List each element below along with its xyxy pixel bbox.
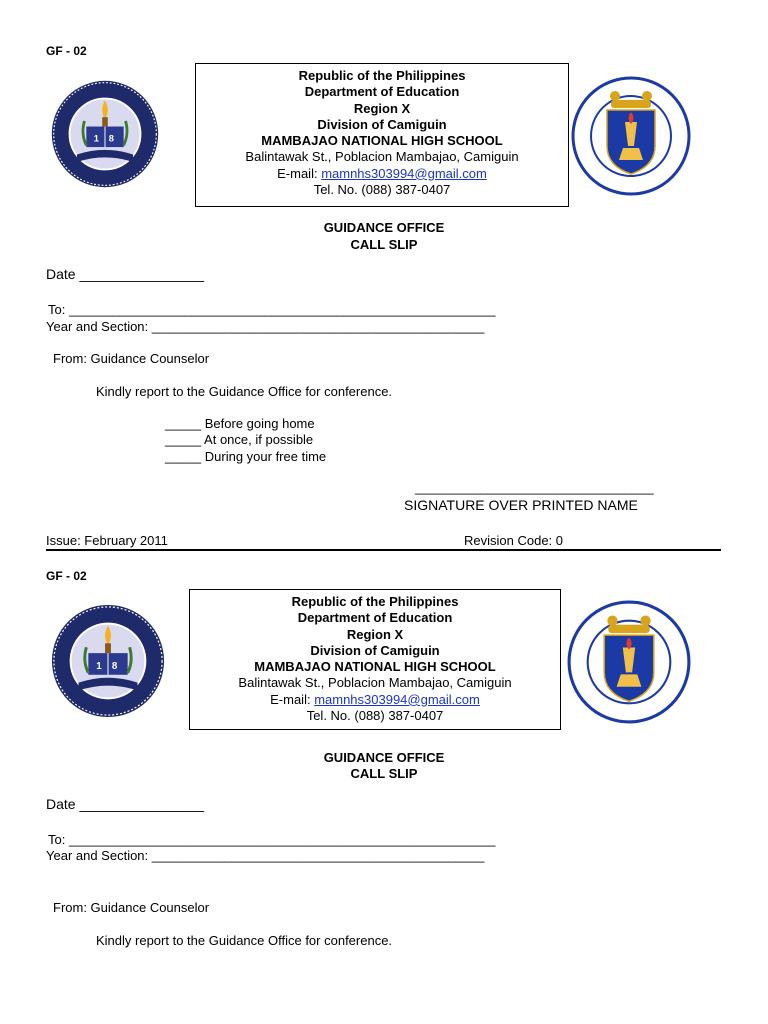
year-section-field: Year and Section: ______________________________________________ — [46, 848, 485, 863]
divider-rule — [46, 549, 721, 551]
school-seal-logo — [49, 78, 161, 190]
school-header-box — [195, 63, 569, 207]
header-address: Balintawak St., Poblacion Mambajao, Camiguin — [238, 675, 512, 691]
from-line: From: Guidance Counselor — [53, 900, 210, 915]
header-department: Department of Education — [304, 84, 460, 100]
header-school-name: MAMBAJAO NATIONAL HIGH SCHOOL — [261, 133, 503, 149]
header-republic: Republic of the Philippines — [298, 68, 466, 83]
revision-code: Revision Code: 0 — [464, 533, 563, 548]
deped-seal-logo — [570, 76, 692, 196]
school-header-box — [189, 589, 561, 730]
slip-title: CALL SLIP — [350, 766, 418, 781]
deped-seal-logo — [566, 600, 692, 724]
form-code: GF - 02 — [46, 569, 87, 583]
option-at-once: _____ At once, if possible — [165, 432, 314, 447]
header-department: Department of Education — [297, 610, 453, 626]
to-field: To: ___________________________________________________________ — [48, 302, 496, 317]
header-address: Balintawak St., Poblacion Mambajao, Camiguin — [245, 149, 519, 165]
option-before-going-home: _____ Before going home — [165, 416, 315, 431]
signature-line: _________________________________ — [415, 480, 654, 495]
date-field: Date ________________ — [46, 796, 205, 812]
email-label: E-mail: — [270, 691, 315, 707]
date-field: Date ________________ — [46, 266, 205, 282]
header-division: Division of Camiguin — [317, 116, 447, 132]
form-code: GF - 02 — [46, 44, 87, 58]
instruction-text: Kindly report to the Guidance Office for conference. — [96, 933, 393, 948]
header-region: Region X — [346, 626, 404, 642]
header-school-name: MAMBAJAO NATIONAL HIGH SCHOOL — [254, 659, 496, 675]
option-free-time: _____ During your free time — [165, 449, 327, 464]
school-seal-logo — [49, 602, 167, 720]
header-email-row — [196, 166, 568, 182]
to-field: To: ___________________________________________________________ — [48, 832, 496, 847]
header-region: Region X — [353, 100, 411, 116]
instruction-text: Kindly report to the Guidance Office for conference. — [96, 384, 393, 399]
office-title: GUIDANCE OFFICE — [323, 220, 445, 235]
header-republic: Republic of the Philippines — [291, 594, 459, 609]
from-line: From: Guidance Counselor — [53, 351, 210, 366]
header-tel: Tel. No. (088) 387-0407 — [306, 708, 444, 724]
header-email-row — [190, 692, 560, 708]
office-title: GUIDANCE OFFICE — [323, 750, 445, 765]
email-label: E-mail: — [277, 165, 322, 181]
header-tel: Tel. No. (088) 387-0407 — [313, 182, 451, 198]
signature-label: SIGNATURE OVER PRINTED NAME — [404, 497, 638, 513]
slip-title: CALL SLIP — [350, 237, 418, 252]
email-link[interactable]: mamnhs303994@gmail.com — [314, 691, 480, 707]
email-link[interactable]: mamnhs303994@gmail.com — [321, 165, 487, 181]
header-division: Division of Camiguin — [310, 642, 440, 658]
year-section-field: Year and Section: ______________________________________________ — [46, 319, 485, 334]
issue-date: Issue: February 2011 — [46, 533, 168, 548]
